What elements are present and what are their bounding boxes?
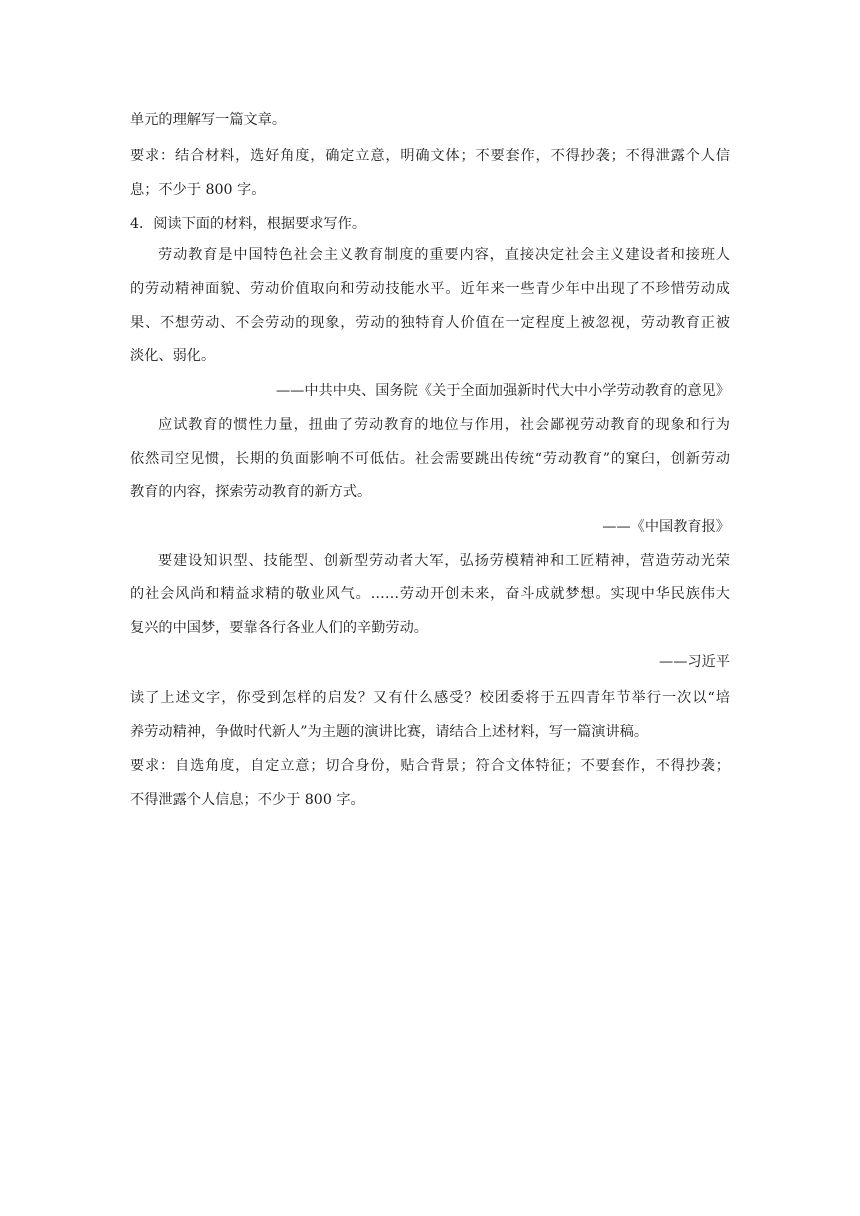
source-attribution: ——《中国教育报》	[602, 519, 730, 535]
material-paragraph-line: 依然司空见惯，长期的负面影响不可低估。社会需要跳出传统“劳动教育”的窠臼，创新劳动	[130, 451, 730, 467]
requirement-line: 不得泄露个人信息；不少于 800 字。	[130, 792, 365, 808]
material-paragraph-line: 复兴的中国梦，要靠各行各业人们的辛勤劳动。	[130, 620, 428, 636]
material-paragraph-line: 要建设知识型、技能型、创新型劳动者大军，弘扬劳模精神和工匠精神，营造劳动光荣	[158, 553, 730, 569]
material-paragraph-line: 果、不想劳动、不会劳动的现象，劳动的独特育人价值在一定程度上被忽视，劳动教育正被	[130, 315, 730, 331]
source-attribution: ——中共中央、国务院《关于全面加强新时代大中小学劳动教育的意见》	[275, 383, 730, 399]
text-line: 单元的理解写一篇文章。	[130, 112, 287, 128]
material-paragraph-line: 淡化、弱化。	[130, 348, 216, 364]
prompt-line: 读了上述文字，你受到怎样的启发？又有什么感受？校团委将于五四青年节举行一次以“培	[130, 690, 730, 706]
material-paragraph-line: 的劳动精神面貌、劳动价值取向和劳动技能水平。近年来一些青少年中出现了不珍惜劳动成	[130, 281, 730, 297]
material-paragraph-line: 应试教育的惯性力量，扭曲了劳动教育的地位与作用，社会鄙视劳动教育的现象和行为	[158, 417, 730, 433]
material-paragraph-line: 的社会风尚和精益求精的敬业风气。……劳动开创未来，奋斗成就梦想。实现中华民族伟大	[130, 586, 730, 602]
source-attribution: ——习近平	[659, 654, 730, 670]
requirement-line: 要求：结合材料，选好角度，确定立意，明确文体；不要套作，不得抄袭；不得泄露个人信	[130, 148, 730, 164]
question-heading: 4．阅读下面的材料，根据要求写作。	[130, 216, 367, 232]
material-paragraph-line: 劳动教育是中国特色社会主义教育制度的重要内容，直接决定社会主义建设者和接班人	[158, 247, 730, 263]
document-page	[130, 0, 730, 1216]
prompt-line: 养劳动精神，争做时代新人”为主题的演讲比赛，请结合上述材料，写一篇演讲稿。	[130, 724, 649, 740]
requirement-line: 要求：自选角度，自定立意；切合身份，贴合背景；符合文体特征；不要套作，不得抄袭；	[130, 758, 730, 774]
requirement-line: 息；不少于 800 字。	[130, 182, 266, 198]
material-paragraph-line: 教育的内容，探索劳动教育的新方式。	[130, 484, 372, 500]
